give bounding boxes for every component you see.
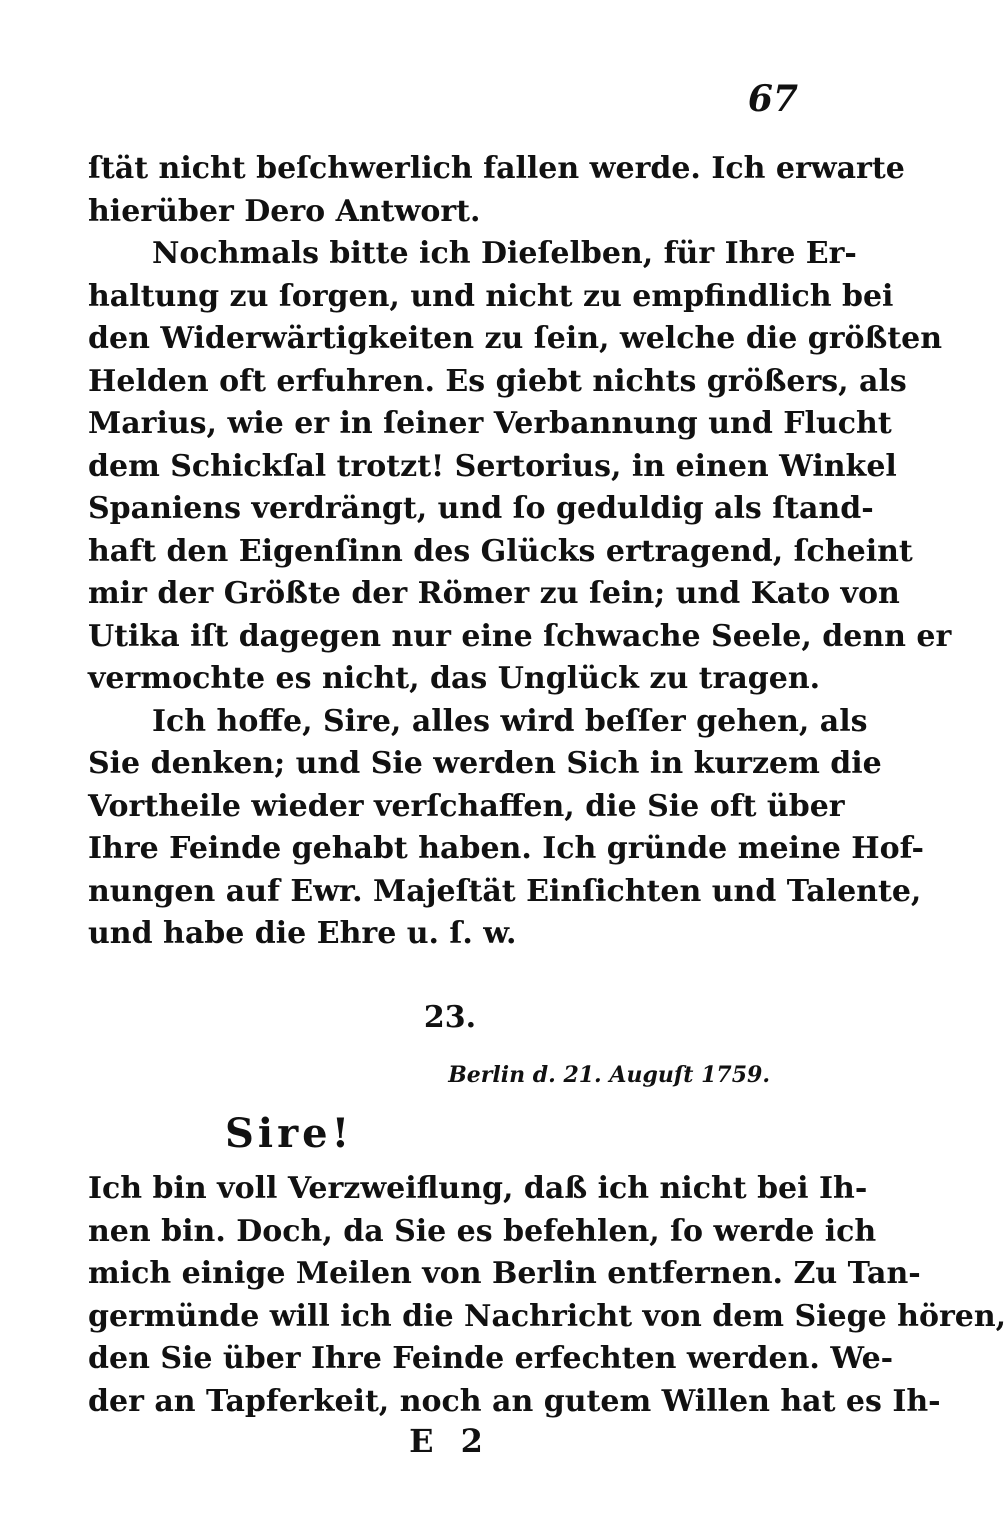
text-line: hierüber Dero Antwort. — [88, 193, 481, 229]
text-line: Utika iſt dagegen nur eine ſchwache Seele, denn er — [88, 618, 952, 654]
letter-number: 23. — [423, 1000, 477, 1035]
text-line: nen bin. Doch, da Sie es befehlen, ſo werde ich — [88, 1213, 877, 1249]
text-line: nungen auf Ewr. Majeſtät Einſichten und Talente, — [88, 873, 922, 909]
text-line: mich einige Meilen von Berlin entfernen. Zu Tan- — [88, 1256, 921, 1291]
text-line: dem Schickſal trotzt! Sertorius, in einen Winkel — [88, 448, 897, 484]
page-number: 67 — [747, 78, 798, 120]
text-line: mir der Größte der Römer zu ſein; und Kato von — [88, 576, 900, 611]
text-line: Nochmals bitte ich Dieſelben, für Ihre Er- — [152, 236, 857, 271]
paragraph — [88, 701, 924, 956]
text-line: germünde will ich die Nachricht von dem Siege hören, — [88, 1298, 1006, 1334]
letter-salutation: Sire! — [225, 1110, 354, 1157]
text-line: Helden oft erfuhren. Es giebt nichts größers, als — [88, 363, 907, 399]
letter-body-top — [88, 148, 952, 956]
text-line: ſtät nicht beſchwerlich fallen werde. Ich erwarte — [88, 151, 905, 186]
text-line: Ihre Feinde gehabt haben. Ich gründe meine Hof- — [88, 831, 924, 866]
signature-mark: E 2 — [409, 1422, 491, 1460]
text-line: und habe die Ehre u. ſ. w. — [88, 916, 517, 951]
letter-dateline: Berlin d. 21. Auguſt 1759. — [448, 1062, 770, 1088]
letter-body-bottom — [88, 1168, 1006, 1423]
text-line: Marius, wie er in ſeiner Verbannung und Flucht — [88, 406, 892, 441]
text-line: haft den Eigenſinn des Glücks ertragend, ſcheint — [88, 533, 913, 569]
text-line: den Widerwärtigkeiten zu ſein, welche die größten — [88, 321, 943, 356]
text-line: der an Tapferkeit, noch an gutem Willen hat es Ih- — [88, 1383, 941, 1419]
text-line: Vortheile wieder verſchaffen, die Sie oft über — [88, 788, 845, 824]
text-line: Sie denken; und Sie werden Sich in kurzem die — [88, 746, 882, 781]
text-line: den Sie über Ihre Feinde erfechten werden. We- — [88, 1341, 894, 1376]
text-line: Spaniens verdrängt, und ſo geduldig als ſtand- — [88, 491, 874, 526]
text-line: vermochte es nicht, das Unglück zu tragen. — [88, 661, 821, 696]
text-line: haltung zu ſorgen, und nicht zu empfindlich bei — [88, 278, 894, 314]
text-line: Ich hoffe, Sire, alles wird beſſer gehen, als — [152, 703, 868, 739]
paragraph — [88, 148, 905, 233]
paragraph — [88, 1168, 1006, 1423]
paragraph — [88, 233, 952, 701]
text-line: Ich bin voll Verzweiflung, daß ich nicht bei Ih- — [88, 1171, 868, 1206]
